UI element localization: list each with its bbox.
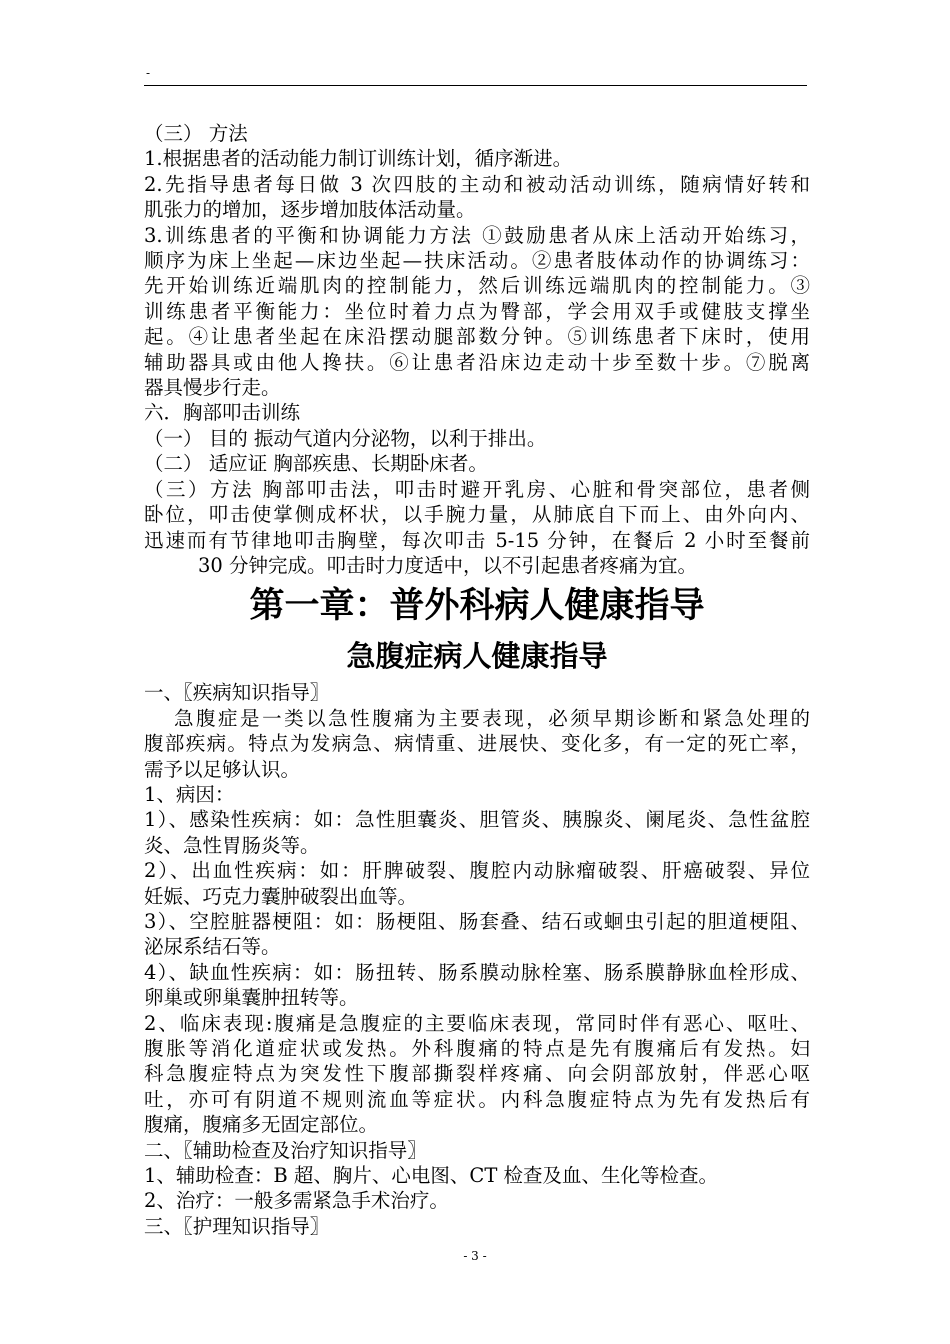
paragraph-line: 卧位，叩击使掌侧成杯状，以手腕力量，从肺底自下而上、由外向内、 [144,503,810,527]
paragraph-line: 吐，亦可有阴道不规则流血等症状。内科急腹症特点为先有发热后有 [144,1087,810,1111]
subsection-heading: 一、〖疾病知识指导〗 [144,681,330,705]
paragraph-line: 辅助器具或由他人搀扶。⑥让患者沿床边走动十步至数十步。⑦脱离 [144,350,810,374]
subsection-heading: 六．胸部叩击训练 [144,401,301,425]
paragraph-line: 科急腹症特点为突发性下腹部撕裂样疼痛、向会阴部放射，伴恶心呕 [144,1062,810,1086]
paragraph-line: 迅速而有节律地叩击胸壁，每次叩击 5-15 分钟，在餐后 2 小时至餐前 [144,528,810,552]
paragraph-line: 2、临床表现:腹痛是急腹症的主要临床表现，常同时伴有恶心、呕吐、 [144,1011,810,1035]
paragraph-line: 2、治疗：一般多需紧急手术治疗。 [144,1189,449,1213]
paragraph-line: 1、病因： [144,782,235,806]
paragraph-line: 3）、空腔脏器梗阻：如：肠梗阻、肠套叠、结石或蛔虫引起的胆道梗阻、 [144,909,810,933]
subsection-heading: 三、〖护理知识指导〗 [144,1214,330,1238]
paragraph-line: 顺序为床上坐起—床边坐起—扶床活动。②患者肢体动作的协调练习： [144,249,810,273]
paragraph-line: 4）、缺血性疾病：如：肠扭转、肠系膜动脉栓塞、肠系膜静脉血栓形成、 [144,960,810,984]
paragraph-line: 2）、出血性疾病：如：肝脾破裂、腹腔内动脉瘤破裂、肝癌破裂、异位 [144,859,810,883]
paragraph-line: 卵巢或卵巢囊肿扭转等。 [144,986,359,1010]
chapter-title: 第一章：普外科病人健康指导 [249,586,705,627]
page-number: - 3 - [463,1249,487,1263]
paragraph-line: 起。④让患者坐起在床沿摆动腿部数分钟。⑤训练患者下床时，使用 [144,325,810,349]
section-title: 急腹症病人健康指导 [346,639,608,674]
page-body [144,121,810,1239]
paragraph-line: 1.根据患者的活动能力制订训练计划，循序渐进。 [144,147,573,171]
subsection-heading: 二、〖辅助检查及治疗知识指导〗 [144,1138,427,1162]
paragraph-line: 肌张力的增加，逐步增加肢体活动量。 [144,198,476,222]
paragraph-line: 妊娠、巧克力囊肿破裂出血等。 [144,884,418,908]
paragraph-line: 1、辅助检查：B 超、胸片、心电图、CT 检查及血、生化等检查。 [144,1164,719,1188]
header-mark: - [146,66,151,80]
paragraph-line: 需予以足够认识。 [144,757,301,781]
paragraph-line: 3.训练患者的平衡和协调能力方法 ①鼓励患者从床上活动开始练习， [144,223,810,247]
paragraph-line: 1）、感染性疾病：如：急性胆囊炎、胆管炎、胰腺炎、阑尾炎、急性盆腔 [144,808,810,832]
paragraph-line: （二） 适应证 胸部疾患、长期卧床者。 [144,452,488,476]
method-heading: （三） 方法 [144,122,248,145]
header-rule [144,85,807,86]
paragraph-line: 炎、急性胃肠炎等。 [144,833,320,857]
paragraph-line: 器具慢步行走。 [144,376,281,400]
paragraph-line: 训练患者平衡能力：坐位时着力点为臀部，学会用双手或健肢支撑坐 [144,299,810,323]
paragraph-line: 2.先指导患者每日做 3 次四肢的主动和被动活动训练，随病情好转和 [144,172,810,196]
paragraph-line: 30 分钟完成。叩击时力度适中，以不引起患者疼痛为宜。 [198,553,698,577]
paragraph-line: 先开始训练近端肌肉的控制能力，然后训练远端肌肉的控制能力。③ [144,274,810,298]
paragraph-line: （三）方法 胸部叩击法，叩击时避开乳房、心脏和骨突部位，患者侧 [144,477,810,501]
paragraph-line: 腹胀等消化道症状或发热。外科腹痛的特点是先有腹痛后有发热。妇 [144,1037,810,1060]
paragraph-line: 泌尿系结石等。 [144,935,281,959]
paragraph-line: 腹部疾病。特点为发病急、病情重、进展快、变化多，有一定的死亡率， [144,732,810,756]
paragraph-line: （一） 目的 振动气道内分泌物，以利于排出。 [144,426,547,450]
paragraph-line: 腹痛，腹痛多无固定部位。 [144,1113,379,1137]
paragraph-line: 急腹症是一类以急性腹痛为主要表现，必须早期诊断和紧急处理的 [174,706,810,730]
